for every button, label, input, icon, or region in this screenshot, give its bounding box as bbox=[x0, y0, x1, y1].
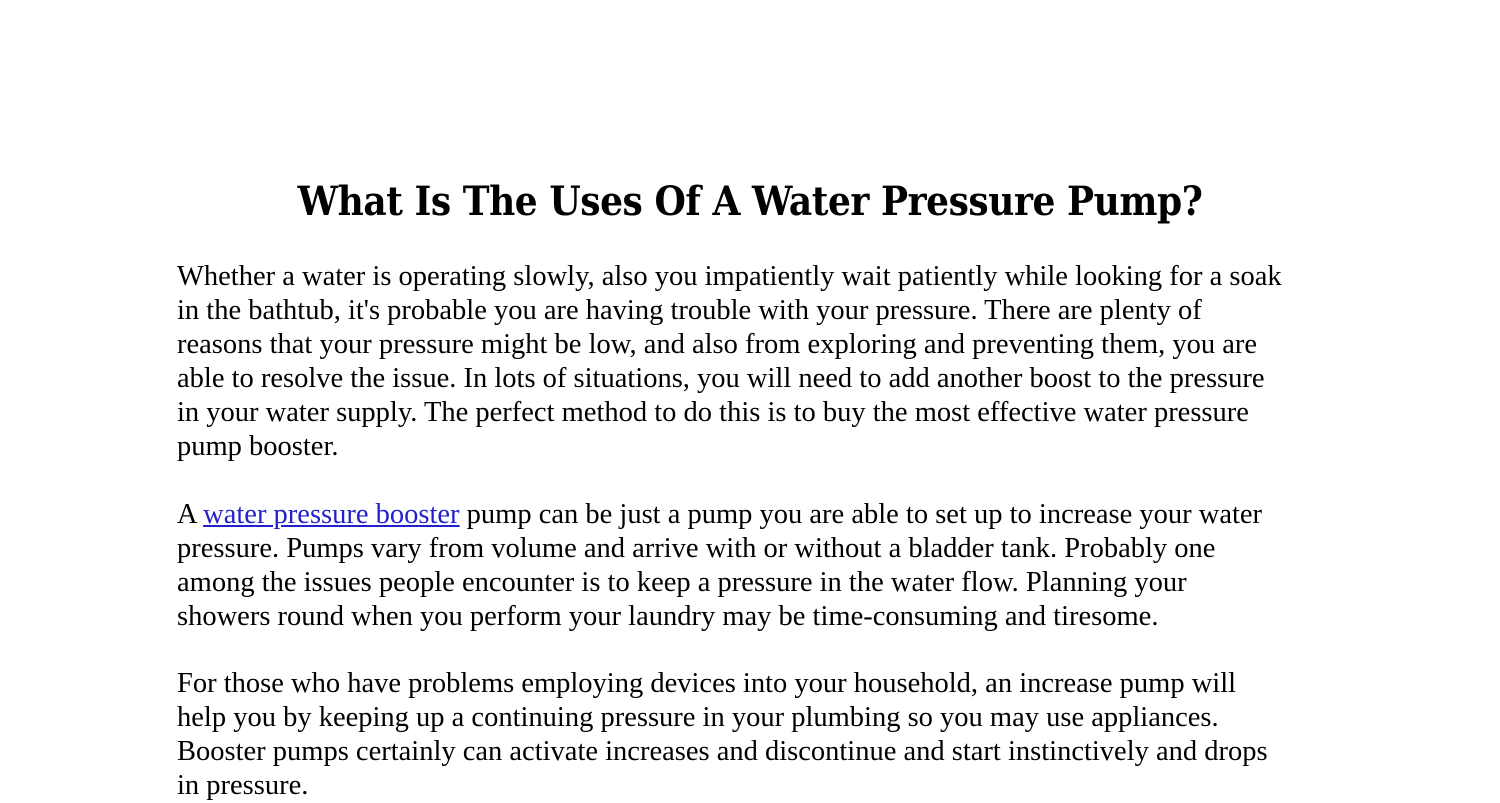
line-prefix: A bbox=[177, 499, 204, 530]
paragraph-line: For those who have problems employing devices into your household, an increase pump will bbox=[177, 668, 1237, 699]
paragraph-line: showers round when you perform your laundry may be time-consuming and tiresome. bbox=[177, 601, 1159, 632]
paragraph-line: in pressure. bbox=[177, 770, 309, 801]
paragraph-line: in the bathtub, it's probable you are having trouble with your pressure. There are plenty of bbox=[177, 295, 1202, 326]
water-pressure-booster-link[interactable]: water pressure booster bbox=[203, 499, 460, 530]
paragraph-intro bbox=[177, 260, 1497, 464]
paragraph-line: among the issues people encounter is to keep a pressure in the water flow. Planning your bbox=[177, 567, 1187, 598]
paragraph-booster bbox=[177, 498, 1497, 634]
paragraph-line: Booster pumps certainly can activate increases and discontinue and start instinctively and drops bbox=[177, 736, 1268, 767]
paragraph-line: in your water supply. The perfect method to do this is to buy the most effective water pressure bbox=[177, 397, 1249, 428]
page-title: What Is The Uses Of A Water Pressure Pump? bbox=[297, 178, 1203, 225]
paragraph-line: pressure. Pumps vary from volume and arrive with or without a bladder tank. Probably one bbox=[177, 533, 1216, 564]
paragraph-devices bbox=[177, 667, 1497, 803]
paragraph-line: pump booster. bbox=[177, 431, 339, 462]
line-suffix: pump can be just a pump you are able to set up to increase your water bbox=[459, 499, 1263, 530]
paragraph-line: Whether a water is operating slowly, also you impatiently wait patiently while looking for a soak bbox=[177, 261, 1282, 292]
paragraph-line: able to resolve the issue. In lots of situations, you will need to add another boost to the pressure bbox=[177, 363, 1265, 394]
paragraph-line: help you by keeping up a continuing pressure in your plumbing so you may use appliances. bbox=[177, 702, 1219, 733]
paragraph-line bbox=[177, 498, 1497, 532]
paragraph-line: reasons that your pressure might be low, and also from exploring and preventing them, you are bbox=[177, 329, 1258, 360]
